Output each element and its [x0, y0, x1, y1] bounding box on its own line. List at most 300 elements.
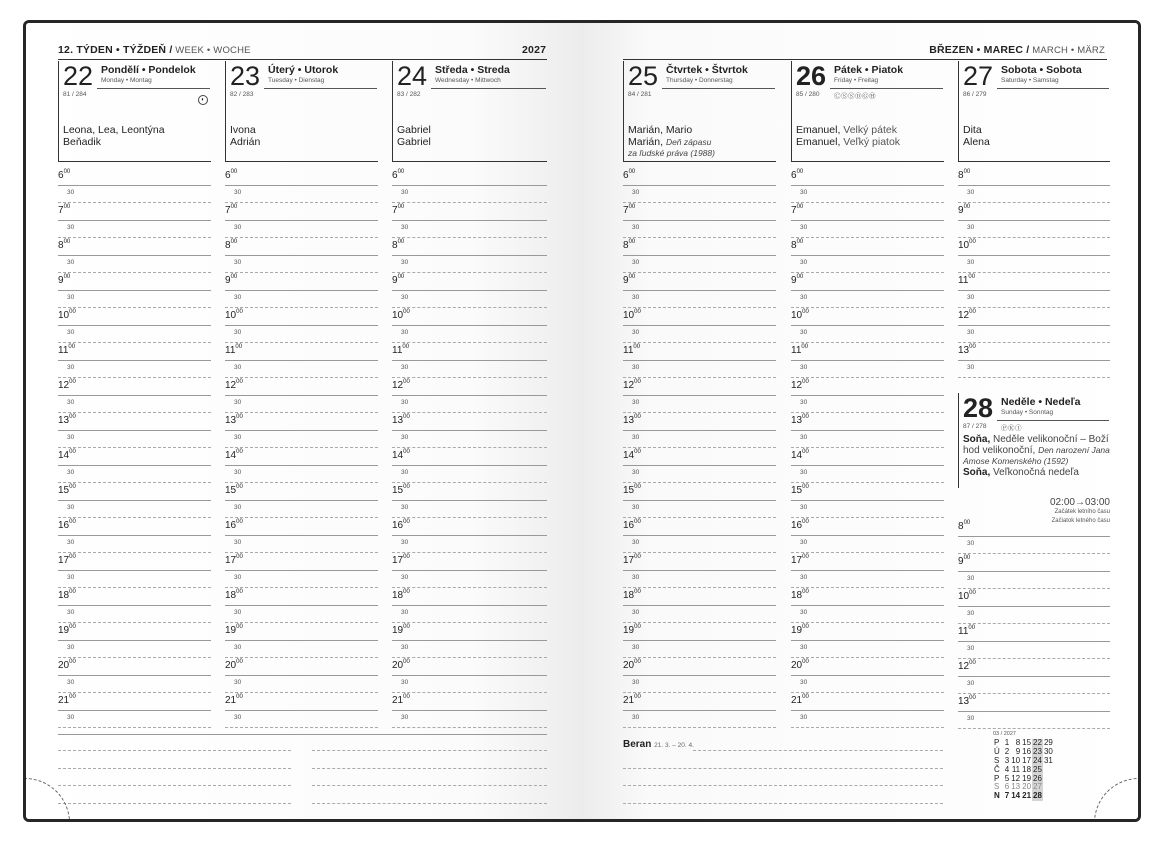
- time-slot[interactable]: [791, 450, 944, 485]
- time-slot[interactable]: [58, 485, 211, 520]
- hour-rule: [623, 220, 776, 221]
- time-slot[interactable]: [392, 345, 547, 380]
- hour-label: $10^{00}$: [392, 309, 410, 321]
- half-hour-rule: [791, 692, 944, 693]
- note-line[interactable]: [58, 750, 291, 751]
- mini-calendar-day: 7: [1004, 791, 1010, 801]
- name-days: Gabriel Gabriel: [397, 124, 431, 148]
- hour-rule: [958, 571, 1110, 572]
- time-slot[interactable]: [958, 556, 1110, 591]
- hour-label: $15^{00}$: [623, 484, 641, 496]
- time-slot[interactable]: [58, 625, 211, 660]
- hour-rule: [958, 641, 1110, 642]
- time-slot[interactable]: [623, 520, 776, 555]
- half-hour-label: 30: [967, 189, 975, 196]
- half-hour-rule: [958, 658, 1110, 659]
- time-slot[interactable]: [225, 415, 378, 450]
- hour-label: $15^{00}$: [392, 484, 410, 496]
- hour-rule: [392, 325, 547, 326]
- mini-calendar-day: 21: [1022, 791, 1032, 801]
- hour-rule: [791, 640, 944, 641]
- day-number: 25: [628, 61, 659, 91]
- time-slot[interactable]: [225, 555, 378, 590]
- time-slot[interactable]: [392, 485, 547, 520]
- note-line[interactable]: [58, 785, 291, 786]
- hour-label: $19^{00}$: [623, 624, 641, 636]
- time-slot[interactable]: [623, 450, 776, 485]
- day-name-foreign: Sunday • Sonntag: [1001, 409, 1054, 416]
- hour-rule: [958, 290, 1110, 291]
- hour-label: $13^{00}$: [623, 414, 641, 426]
- day-name-foreign: Wednesday • Mittwoch: [435, 77, 501, 84]
- time-slot[interactable]: [225, 205, 378, 240]
- day-title-rule: [997, 420, 1109, 421]
- hour-label: $17^{00}$: [392, 554, 410, 566]
- hour-rule: [958, 676, 1110, 677]
- time-slot[interactable]: [225, 695, 378, 730]
- half-hour-rule: [623, 447, 776, 448]
- half-hour-rule: [958, 307, 1110, 308]
- day-header-box: [791, 61, 944, 162]
- time-slot[interactable]: [623, 310, 776, 345]
- half-hour-rule: [392, 657, 547, 658]
- time-slot[interactable]: [958, 205, 1110, 240]
- time-slot[interactable]: [958, 345, 1110, 380]
- hour-label: $10^{00}$: [58, 309, 76, 321]
- half-hour-label: 30: [967, 575, 975, 582]
- time-slot[interactable]: [225, 275, 378, 310]
- time-slot[interactable]: [791, 170, 944, 205]
- hour-label: $19^{00}$: [392, 624, 410, 636]
- half-hour-label: 30: [401, 714, 409, 721]
- time-slot[interactable]: [225, 485, 378, 520]
- hour-rule: [392, 185, 547, 186]
- time-slot[interactable]: [791, 240, 944, 275]
- day-title-rule: [264, 88, 377, 89]
- time-slot[interactable]: [791, 380, 944, 415]
- half-hour-label: 30: [67, 679, 75, 686]
- time-slot[interactable]: [791, 590, 944, 625]
- half-hour-rule: [791, 552, 944, 553]
- time-slot[interactable]: [58, 345, 211, 380]
- hour-label: $12^{00}$: [623, 379, 641, 391]
- holiday-symbols: ⓅⓀⒾ: [1001, 425, 1022, 432]
- half-hour-rule: [58, 517, 211, 518]
- mini-calendar-day: 17: [1022, 755, 1032, 765]
- note-line[interactable]: [623, 785, 943, 786]
- hour-label: $16^{00}$: [58, 519, 76, 531]
- header-rule: [58, 59, 547, 60]
- time-slot[interactable]: [225, 310, 378, 345]
- hour-rule: [58, 675, 211, 676]
- hour-rule: [623, 395, 776, 396]
- mini-calendar-day: 20: [1022, 782, 1032, 792]
- mini-calendar-day: 12: [1011, 773, 1021, 783]
- half-hour-label: 30: [234, 644, 242, 651]
- half-hour-rule: [392, 552, 547, 553]
- hour-rule: [958, 325, 1110, 326]
- half-hour-rule: [225, 657, 378, 658]
- time-slot[interactable]: [791, 275, 944, 310]
- time-slot[interactable]: [623, 555, 776, 590]
- day-header-box: [958, 393, 1110, 488]
- time-slot[interactable]: [392, 205, 547, 240]
- day-number: 22: [63, 61, 94, 91]
- half-hour-label: 30: [67, 469, 75, 476]
- half-hour-rule: [623, 552, 776, 553]
- mini-calendar-day: 8: [1015, 737, 1021, 747]
- time-slot[interactable]: [958, 591, 1110, 626]
- day-number: 27: [963, 61, 994, 91]
- day-header-box: [58, 61, 211, 162]
- mini-calendar-day: 14: [1011, 791, 1021, 801]
- day-name: Neděle • Nedeľa: [1001, 396, 1081, 408]
- half-hour-rule: [225, 202, 378, 203]
- hour-rule: [58, 290, 211, 291]
- half-hour-rule: [958, 377, 1110, 378]
- time-slot[interactable]: [623, 170, 776, 205]
- time-slot[interactable]: [225, 170, 378, 205]
- time-slot[interactable]: [392, 415, 547, 450]
- time-slot[interactable]: [392, 625, 547, 660]
- half-hour-label: 30: [800, 714, 808, 721]
- half-hour-label: 30: [234, 364, 242, 371]
- hour-rule: [225, 430, 378, 431]
- time-slot[interactable]: [958, 696, 1110, 731]
- hour-label: $13^{00}$: [225, 414, 243, 426]
- day-name-foreign: Thursday • Donnerstag: [666, 77, 733, 84]
- hour-label: $12^{00}$: [958, 309, 976, 321]
- time-slot[interactable]: [791, 625, 944, 660]
- half-hour-label: 30: [401, 574, 409, 581]
- note-line[interactable]: [312, 785, 547, 786]
- hour-label: $12^{00}$: [791, 379, 809, 391]
- half-hour-label: 30: [67, 259, 75, 266]
- time-slot[interactable]: [791, 695, 944, 730]
- hour-label: $9^{00}$: [225, 274, 238, 286]
- hour-label: $19^{00}$: [225, 624, 243, 636]
- half-hour-rule: [58, 377, 211, 378]
- half-hour-rule: [392, 727, 547, 728]
- half-hour-rule: [958, 588, 1110, 589]
- hour-label: $9^{00}$: [623, 274, 636, 286]
- half-hour-rule: [392, 342, 547, 343]
- time-slot[interactable]: [958, 521, 1110, 556]
- time-slot[interactable]: [958, 626, 1110, 661]
- hour-rule: [791, 535, 944, 536]
- half-hour-rule: [58, 622, 211, 623]
- half-hour-rule: [225, 622, 378, 623]
- hour-rule: [225, 465, 378, 466]
- hour-rule: [623, 360, 776, 361]
- time-slot[interactable]: [225, 590, 378, 625]
- half-hour-label: 30: [67, 434, 75, 441]
- time-slot[interactable]: [791, 205, 944, 240]
- note-line[interactable]: [623, 768, 943, 769]
- mini-calendar-day: 30: [1043, 746, 1053, 756]
- half-hour-rule: [225, 342, 378, 343]
- hour-label: $16^{00}$: [623, 519, 641, 531]
- day-header-box: [225, 61, 378, 162]
- hour-rule: [392, 500, 547, 501]
- zodiac-label: Beran 21. 3. – 20. 4.: [623, 739, 694, 750]
- time-slot[interactable]: [225, 520, 378, 555]
- half-hour-label: 30: [967, 294, 975, 301]
- time-slot[interactable]: [791, 660, 944, 695]
- hour-label: $11^{00}$: [58, 344, 76, 356]
- time-slot[interactable]: [623, 660, 776, 695]
- half-hour-rule: [791, 447, 944, 448]
- time-slot[interactable]: [791, 555, 944, 590]
- hour-label: $12^{00}$: [225, 379, 243, 391]
- half-hour-rule: [225, 482, 378, 483]
- hour-label: $8^{00}$: [623, 239, 636, 251]
- note-line[interactable]: [58, 734, 547, 735]
- half-hour-rule: [623, 587, 776, 588]
- half-hour-label: 30: [967, 610, 975, 617]
- time-slot[interactable]: [225, 240, 378, 275]
- day-name: Pondělí • Pondelok: [101, 64, 196, 76]
- half-hour-label: 30: [632, 364, 640, 371]
- half-hour-label: 30: [401, 539, 409, 546]
- note-line[interactable]: [312, 750, 547, 751]
- half-hour-label: 30: [800, 399, 808, 406]
- time-slot[interactable]: [392, 555, 547, 590]
- mini-calendar-day: 10: [1011, 755, 1021, 765]
- time-slot[interactable]: [623, 590, 776, 625]
- day-of-year-count: 84 / 281: [628, 91, 652, 98]
- half-hour-label: 30: [67, 399, 75, 406]
- time-slot[interactable]: [791, 520, 944, 555]
- time-slot[interactable]: [392, 450, 547, 485]
- time-slot[interactable]: [225, 450, 378, 485]
- time-slot[interactable]: [623, 485, 776, 520]
- hour-rule: [225, 360, 378, 361]
- mini-calendar-weekday: S: [994, 782, 1000, 792]
- time-slot[interactable]: [58, 380, 211, 415]
- half-hour-rule: [58, 727, 211, 728]
- half-hour-label: 30: [67, 364, 75, 371]
- hour-label: $11^{00}$: [958, 274, 976, 286]
- half-hour-label: 30: [67, 714, 75, 721]
- half-hour-rule: [58, 412, 211, 413]
- hour-rule: [225, 570, 378, 571]
- mini-calendar-weekday: S: [994, 755, 1000, 765]
- time-slot[interactable]: [392, 275, 547, 310]
- time-slot[interactable]: [392, 240, 547, 275]
- hour-label: $14^{00}$: [791, 449, 809, 461]
- half-hour-rule: [958, 202, 1110, 203]
- note-line[interactable]: [312, 803, 547, 804]
- half-hour-rule: [791, 622, 944, 623]
- half-hour-rule: [225, 447, 378, 448]
- half-hour-rule: [791, 482, 944, 483]
- time-slot[interactable]: [58, 240, 211, 275]
- year-label: 2027: [522, 44, 547, 56]
- hour-label: $15^{00}$: [225, 484, 243, 496]
- time-slot[interactable]: [58, 170, 211, 205]
- day-name-foreign: Tuesday • Dienstag: [268, 77, 325, 84]
- mini-calendar-day: 31: [1043, 755, 1053, 765]
- half-hour-rule: [58, 692, 211, 693]
- mini-calendar-day: 18: [1022, 764, 1032, 774]
- mini-calendar-weekday: Č: [994, 764, 1000, 774]
- time-slot[interactable]: [58, 555, 211, 590]
- time-slot[interactable]: [58, 590, 211, 625]
- hour-label: $18^{00}$: [791, 589, 809, 601]
- hour-label: $21^{00}$: [225, 694, 243, 706]
- half-hour-rule: [623, 237, 776, 238]
- half-hour-label: 30: [234, 399, 242, 406]
- name-days: Marián, Mario Marián, Deň zápasu za ľudské práva (1988): [628, 124, 715, 158]
- day-number: 24: [397, 61, 428, 91]
- mini-calendar-day: 5: [1004, 773, 1010, 783]
- note-line[interactable]: [693, 750, 943, 751]
- time-slot[interactable]: [623, 380, 776, 415]
- hour-rule: [392, 360, 547, 361]
- time-slot[interactable]: [58, 415, 211, 450]
- time-slot[interactable]: [392, 310, 547, 345]
- mini-calendar-day: 13: [1011, 782, 1021, 792]
- hour-rule: [225, 500, 378, 501]
- half-hour-rule: [225, 692, 378, 693]
- note-line[interactable]: [58, 768, 291, 769]
- half-hour-rule: [58, 482, 211, 483]
- time-slot[interactable]: [623, 415, 776, 450]
- note-line[interactable]: [58, 803, 291, 804]
- mini-calendar-day: 26: [1033, 773, 1042, 783]
- hour-label: $14^{00}$: [58, 449, 76, 461]
- time-slot[interactable]: [958, 275, 1110, 310]
- half-hour-label: 30: [632, 504, 640, 511]
- hour-label: $6^{00}$: [623, 169, 636, 181]
- half-hour-label: 30: [67, 644, 75, 651]
- time-slot[interactable]: [958, 661, 1110, 696]
- hour-rule: [791, 360, 944, 361]
- hour-rule: [392, 675, 547, 676]
- half-hour-rule: [623, 517, 776, 518]
- time-slot[interactable]: [791, 310, 944, 345]
- time-slot[interactable]: [58, 695, 211, 730]
- time-slot[interactable]: [392, 380, 547, 415]
- half-hour-label: 30: [800, 329, 808, 336]
- hour-rule: [623, 430, 776, 431]
- half-hour-rule: [225, 307, 378, 308]
- hour-rule: [392, 535, 547, 536]
- time-slot[interactable]: [58, 275, 211, 310]
- half-hour-label: 30: [800, 259, 808, 266]
- half-hour-rule: [392, 237, 547, 238]
- half-hour-rule: [623, 202, 776, 203]
- time-slot[interactable]: [58, 660, 211, 695]
- time-slot[interactable]: [623, 240, 776, 275]
- half-hour-label: 30: [67, 189, 75, 196]
- hour-label: $18^{00}$: [58, 589, 76, 601]
- half-hour-label: 30: [967, 364, 975, 371]
- mini-calendar-day: [1043, 775, 1054, 784]
- half-hour-rule: [58, 447, 211, 448]
- month-label: BŘEZEN • MAREC / MARCH • MÄRZ: [929, 44, 1105, 56]
- half-hour-rule: [623, 727, 776, 728]
- hour-rule: [791, 325, 944, 326]
- half-hour-rule: [58, 272, 211, 273]
- time-slot[interactable]: [392, 660, 547, 695]
- name-days: Dita Alena: [963, 124, 990, 148]
- mini-calendar-day: 19: [1022, 773, 1032, 783]
- hour-label: $6^{00}$: [791, 169, 804, 181]
- mini-calendar-day: 16: [1022, 746, 1032, 756]
- half-hour-label: 30: [401, 504, 409, 511]
- time-slot[interactable]: [958, 310, 1110, 345]
- half-hour-rule: [225, 727, 378, 728]
- hour-label: $7^{00}$: [791, 204, 804, 216]
- time-slot[interactable]: [58, 205, 211, 240]
- day-of-year-count: 82 / 283: [230, 91, 254, 98]
- time-slot[interactable]: [623, 205, 776, 240]
- hour-rule: [958, 185, 1110, 186]
- hour-rule: [791, 605, 944, 606]
- day-title-rule: [662, 88, 775, 89]
- note-line[interactable]: [623, 803, 943, 804]
- half-hour-label: 30: [800, 679, 808, 686]
- note-line[interactable]: [312, 768, 547, 769]
- hour-label: $8^{00}$: [58, 239, 71, 251]
- half-hour-label: 30: [967, 680, 975, 687]
- time-slot[interactable]: [623, 345, 776, 380]
- time-slot[interactable]: [791, 415, 944, 450]
- half-hour-label: 30: [401, 294, 409, 301]
- time-slot[interactable]: [791, 485, 944, 520]
- time-slot[interactable]: [225, 345, 378, 380]
- half-hour-rule: [623, 342, 776, 343]
- time-slot[interactable]: [958, 240, 1110, 275]
- half-hour-label: 30: [401, 469, 409, 476]
- hour-rule: [58, 360, 211, 361]
- hour-rule: [958, 220, 1110, 221]
- hour-label: $13^{00}$: [58, 414, 76, 426]
- time-slot[interactable]: [58, 520, 211, 555]
- hour-label: $10^{00}$: [958, 239, 976, 251]
- time-slot[interactable]: [958, 170, 1110, 205]
- half-hour-label: 30: [234, 679, 242, 686]
- half-hour-rule: [392, 412, 547, 413]
- week-label: 12. TÝDEN • TÝŽDEŇ / WEEK • WOCHE: [58, 44, 251, 56]
- time-slot[interactable]: [392, 520, 547, 555]
- time-slot[interactable]: [225, 660, 378, 695]
- hour-rule: [225, 675, 378, 676]
- time-slot[interactable]: [392, 590, 547, 625]
- time-slot[interactable]: [225, 380, 378, 415]
- time-slot[interactable]: [623, 275, 776, 310]
- time-slot[interactable]: [791, 345, 944, 380]
- hour-rule: [623, 675, 776, 676]
- hour-label: $17^{00}$: [623, 554, 641, 566]
- time-slot[interactable]: [58, 310, 211, 345]
- half-hour-rule: [623, 412, 776, 413]
- mini-calendar-day: [1043, 783, 1054, 792]
- time-slot[interactable]: [623, 625, 776, 660]
- mini-calendar-day: 15: [1022, 737, 1032, 747]
- time-slot[interactable]: [392, 695, 547, 730]
- half-hour-rule: [791, 202, 944, 203]
- time-slot[interactable]: [58, 450, 211, 485]
- hour-label: $14^{00}$: [623, 449, 641, 461]
- time-slot[interactable]: [623, 695, 776, 730]
- time-slot[interactable]: [392, 170, 547, 205]
- mini-calendar-grid: [993, 739, 1054, 801]
- hour-label: $10^{00}$: [623, 309, 641, 321]
- time-slot[interactable]: [225, 625, 378, 660]
